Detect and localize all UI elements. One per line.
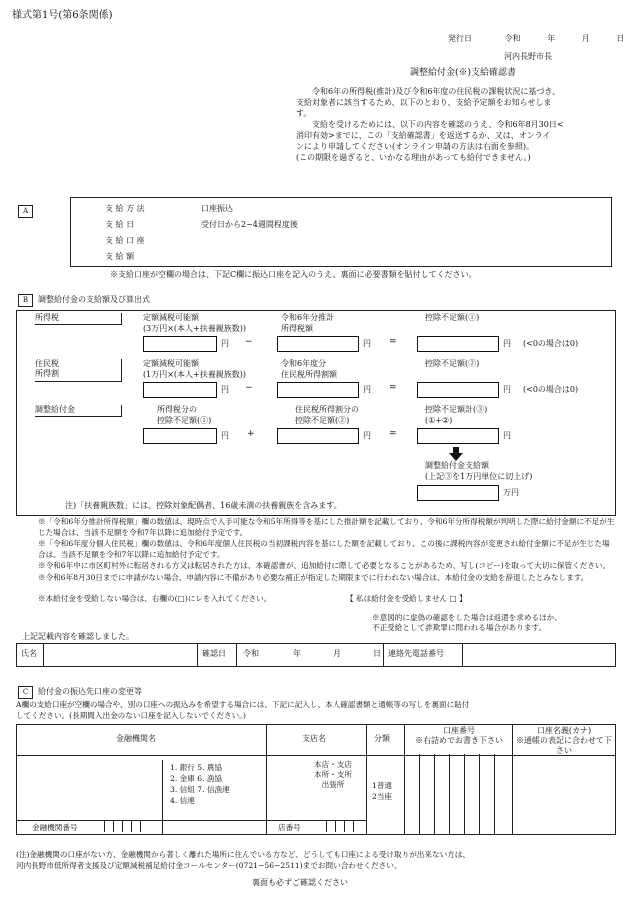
minus-op: − — [245, 383, 253, 393]
hdr-holder-title: 口座名義(カナ) — [536, 726, 592, 735]
date-year: 年 — [293, 649, 301, 658]
name-input[interactable] — [43, 644, 214, 666]
branch-type: 出張所 — [321, 780, 345, 789]
result-label: 調整給付金支給額 — [425, 461, 489, 470]
result-sub: (上記③を1万円単位に切上げ) — [425, 472, 533, 481]
pay-date-value: 受付日から2~4週間程度後 — [201, 220, 298, 229]
yen-label: 円 — [221, 339, 229, 348]
hdr-holder-sub: ※通帳の表記に合わせて下さい — [516, 736, 612, 755]
hdr-bank: 金融機関名 — [116, 734, 156, 743]
footer-line: 河内長野市低所得者支援及び定額減税補足給付金コールセンター(0721−56−2511)までお問い合わせください。 — [16, 860, 402, 870]
yen-label: 円 — [363, 385, 371, 394]
r2-c1: 定額減税可能額 — [143, 359, 199, 368]
section-a-box — [70, 197, 612, 267]
r1-c2b: 所得税額 — [281, 324, 313, 333]
intro-line: ンにより申請してください(オンライン申請の方法は右面を参照)。 — [296, 142, 534, 151]
r2-input-2[interactable] — [277, 382, 359, 398]
decline-text: ※本給付金を受給しない場合は、右欄の(□)にレを入れてください。 — [38, 594, 272, 603]
intro-text — [296, 86, 618, 163]
r2-c2b: 住民税所得割額 — [281, 370, 337, 379]
r1-c1: 定額減税可能額 — [143, 313, 199, 322]
section-c-footer — [16, 850, 616, 871]
r3-input-2[interactable] — [277, 428, 359, 444]
r2-c2: 令和6年度分 — [281, 359, 327, 368]
r3-input-3[interactable] — [417, 428, 499, 444]
plus-op: + — [247, 429, 255, 439]
intro-line: す。 — [296, 109, 312, 118]
cat-adjustment: 調整給付金 — [35, 405, 122, 417]
section-b-title: 調整給付金の支給額及び算出式 — [38, 295, 150, 304]
yen-label: 円 — [221, 385, 229, 394]
issuer: 河内長野市長 — [504, 52, 552, 61]
branch-code-boxes[interactable] — [326, 820, 362, 834]
branch-type: 本所・支所 — [314, 770, 352, 779]
page-title: 調整給付金(※)支給確認書 — [410, 68, 517, 78]
note-item: ※「令和6年度分個人住民税」欄の数値は、令和6年度個人住民税の当初課税内容を基にした額を記載しており、この後に課税内容が変更され給付金額に不足が生じた場合は、当該不足額を令和7年以降に追加給付予定です。 — [38, 539, 610, 559]
b-footnote: 注)「扶養親族数」には、控除対象配偶者、16歳未満の扶養親族を含みます。 — [65, 501, 342, 510]
branch-types — [314, 760, 352, 790]
back-note: 裏面も必ずご確認ください — [252, 878, 348, 887]
equals-op: = — [389, 429, 397, 439]
yen-label: 円 — [503, 431, 511, 440]
phone-label: 連絡先電話番号 — [383, 644, 463, 666]
bank-type: 4. 信連 — [170, 796, 195, 805]
r3-input-1[interactable] — [143, 428, 217, 444]
equals-op: = — [389, 383, 397, 393]
footer-line: (注)金融機関の口座がない方、金融機関から著しく離れた場所に住んでいる方など、どうしても口座による受け取りが出来ない方は、 — [16, 850, 470, 859]
date-label: 確認日 — [197, 644, 237, 666]
man-yen-label: 万円 — [503, 488, 519, 497]
yen-label: 円 — [363, 431, 371, 440]
r1-c2: 令和6年分推計 — [281, 313, 335, 322]
warning — [372, 613, 562, 633]
form-id: 様式第1号(第6条関係) — [12, 10, 113, 21]
bank-code-boxes[interactable] — [104, 820, 149, 834]
r3-c1: 所得税分の — [157, 405, 197, 414]
bank-type: 2. 金庫 6. 漁協 — [170, 774, 223, 783]
cat-resident-tax-1: 住民税 — [35, 359, 59, 368]
warning-line: ※意図的に虚偽の確認をした場合は返還を求めるほか、 — [372, 613, 562, 622]
note-item: ※「令和6年分推計所得税額」欄の数値は、現時点で入手可能な令和5年所得等を基にした推計額を記載しており、令和6年分所得税額が判明した際に給付金額に不足が生じた場合は、当該不足額を令和7年以降に追加給付予定です。 — [38, 517, 615, 537]
yen-label: 円 — [503, 339, 511, 348]
section-c-tag: C — [18, 686, 33, 699]
intro-line: 令和6年の所得税(推計)及び令和6年度の住民税の課税状況に基づき、 — [312, 87, 561, 96]
section-a-note: ※支給口座が空欄の場合は、下記C欄に振込口座を記入のうえ、裏面に必要書類を貼付してください。 — [110, 270, 477, 279]
intro-line: 消印有効>までに、この「支給確認書」を返送するか、又は、オンライ — [296, 131, 551, 140]
note-item: ※令和6年8月30日までに申請がない場合、申請内容に不備があり必要な補正が指定した期限までに行われない場合は、本給付金の支給を辞退したとみなします。 — [38, 572, 589, 582]
equals-op: = — [389, 337, 397, 347]
intro-line: 支給対象者に該当するため、以下のとおり、支給予定額をお知らせしま — [296, 98, 552, 107]
bank-type: 1. 銀行 5. 農協 — [170, 763, 223, 772]
confirm-row — [16, 643, 616, 667]
name-label: 氏名 — [21, 649, 37, 658]
r3-c2: 住民税所得割分の — [295, 405, 359, 414]
issue-month: 月 — [581, 34, 590, 43]
warning-line: 不正受給として詐欺罪に問われる場合があります。 — [372, 623, 547, 632]
r2-input-3[interactable] — [417, 382, 499, 398]
down-arrow-icon — [449, 447, 463, 461]
hdr-branch: 支店名 — [302, 734, 326, 743]
section-a-tag: A — [18, 205, 33, 218]
branch-type: 本店・支店 — [314, 760, 352, 769]
confirm-text: 上記記載内容を確認しました。 — [22, 632, 134, 641]
notes-block — [38, 517, 616, 584]
issue-date — [448, 34, 624, 44]
yen-label: 円 — [503, 385, 511, 394]
date-month: 月 — [333, 649, 341, 658]
desc-line: A欄の支給口座が空欄の場合や、別の口座への振込みを希望する場合には、下記に記入し、本人確認書類と通帳等の写しを裏面に貼付 — [16, 700, 470, 709]
issue-year: 年 — [547, 34, 556, 43]
bank-types — [170, 762, 230, 806]
pay-date-label: 支 給 日 — [105, 220, 135, 229]
r3-c1b: 控除不足額(①) — [157, 416, 212, 425]
bank-type: 3. 信組 7. 信漁連 — [170, 785, 230, 794]
result-input[interactable] — [417, 485, 499, 501]
date-day: 日 — [373, 649, 381, 658]
pay-amount-label: 支 給 額 — [105, 252, 135, 261]
r3-c2b: 控除不足額(②) — [295, 416, 350, 425]
hdr-acct-title: 口座番号 — [443, 726, 475, 735]
hdr-acct — [408, 726, 510, 746]
yen-label: 円 — [221, 431, 229, 440]
bank-table — [16, 724, 614, 834]
acct-type: 2当座 — [372, 792, 393, 801]
r1-c1b: (3万円×(本人+扶養親族数)) — [143, 324, 246, 333]
cat-resident-tax — [35, 359, 122, 382]
yen-label: 円 — [363, 339, 371, 348]
decline-checkbox[interactable]: 【 私は給付金を受給しません □ 】 — [346, 594, 467, 603]
r2-input-1[interactable] — [143, 382, 217, 398]
branch-code-label: 店番号 — [278, 823, 301, 832]
note-item: ※令和6年中に市区町村外に転居される方又は転居された方は、本確認書が、追加給付に際して必要となることがあるため、写し(コピー)を取って大切に保管ください。 — [38, 561, 611, 570]
date-era: 令和 — [243, 649, 259, 658]
pay-account-label: 支 給 口 座 — [105, 236, 145, 245]
pay-method-value: 口座振込 — [201, 204, 233, 213]
r3-c3: 控除不足額計(③) — [425, 405, 488, 414]
section-b-box — [16, 310, 616, 516]
r2-c1b: (1万円×(本人+扶養親族数)) — [143, 370, 246, 379]
cat-resident-tax-2: 所得割 — [35, 369, 59, 378]
issue-day: 日 — [616, 34, 625, 43]
section-b-tag: B — [18, 294, 33, 307]
hdr-holder — [516, 726, 612, 756]
section-c-desc — [16, 700, 616, 721]
issue-date-label: 発行日 — [448, 34, 472, 43]
issue-era: 令和 — [504, 34, 521, 43]
hdr-acct-sub: ※右詰めでお書き下さい — [415, 736, 503, 745]
section-c-title: 給付金の振込先口座の変更等 — [38, 687, 142, 696]
r3-c3b: (①+②) — [425, 416, 453, 425]
r1-input-1[interactable] — [143, 336, 217, 352]
acct-type: 1普通 — [372, 781, 393, 790]
intro-line: (この期限を過ぎると、いかなる理由があっても給付できません。) — [296, 153, 531, 162]
r1-tail: (<0の場合は0) — [523, 339, 579, 348]
r1-input-2[interactable] — [277, 336, 359, 352]
r1-c3: 控除不足額(①) — [425, 313, 480, 322]
r2-tail: (<0の場合は0) — [523, 385, 579, 394]
cat-income-tax: 所得税 — [35, 313, 122, 325]
pay-method-label: 支 給 方 法 — [105, 204, 145, 213]
acct-number-boxes[interactable] — [404, 754, 512, 834]
minus-op: − — [245, 337, 253, 347]
r1-input-3[interactable] — [417, 336, 499, 352]
bank-code-label: 金融機関番号 — [32, 823, 78, 832]
acct-types — [372, 780, 392, 802]
phone-input[interactable] — [463, 644, 613, 666]
r2-c3: 控除不足額(②) — [425, 359, 480, 368]
hdr-type: 分類 — [374, 734, 390, 743]
intro-line: 支給を受けるためには、以下の内容を確認のうえ、令和6年8月30日< — [312, 120, 564, 129]
desc-line: してください。(長期間入出金のない口座を記入しないでください。) — [16, 710, 246, 720]
